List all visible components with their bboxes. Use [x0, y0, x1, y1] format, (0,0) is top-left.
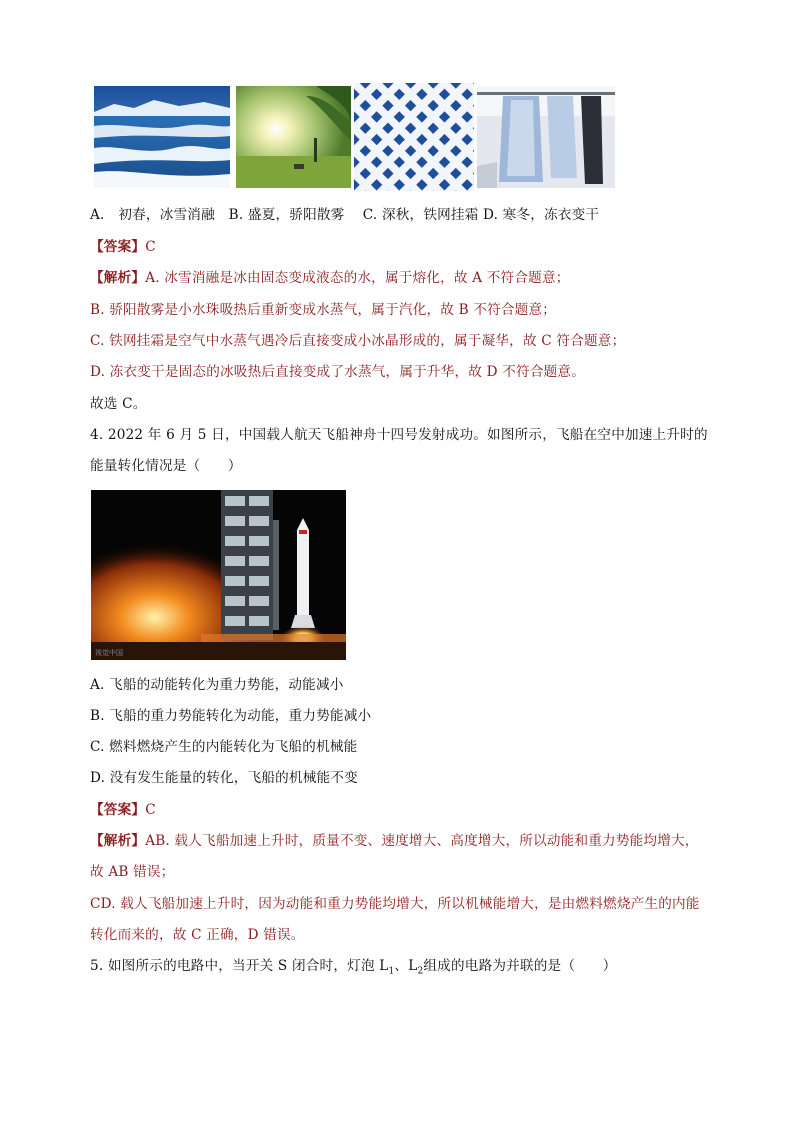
- q4-analysis-line-4: 转化而来的，故 C 正确，D 错误。: [90, 927, 305, 943]
- q3-analysis-line-2: B. 骄阳散雾是小水珠吸热后重新变成水蒸气，属于汽化，故 B 不符合题意；: [90, 302, 557, 318]
- q4-stem-line-1: 4. 2022 年 6 月 5 日，中国载人航天飞船神舟十四号发射成功。如图所示，飞船在空中加速上升时的: [90, 427, 708, 443]
- q4-analysis-line-3: CD. 载人飞船加速上升时，因为动能和重力势能均增大，所以机械能增大，是由燃料燃烧产生的内能: [90, 896, 700, 912]
- q3-analysis-line-4: D. 冻衣变干是固态的冰吸热后直接变成了水蒸气，属于升华，故 D 不符合题意。: [90, 364, 585, 380]
- photo-frost-wire-mesh: [354, 83, 474, 191]
- answer-tag: 【答案】: [90, 239, 146, 255]
- answer-value: C: [145, 802, 156, 818]
- answer-value: C: [145, 239, 156, 255]
- analysis-tag: 【解析】: [90, 270, 146, 286]
- q5-stem-prefix: 5. 如图所示的电路中，当开关 S 闭合时，灯泡 L: [90, 958, 389, 974]
- photo-rocket-launch: [91, 490, 346, 660]
- q4-answer: [90, 800, 156, 820]
- q3-analysis-line-1: [90, 268, 570, 288]
- answer-tag: 【答案】: [90, 802, 146, 818]
- analysis-tag: 【解析】: [90, 833, 146, 849]
- q3-answer: [90, 237, 156, 257]
- q4-analysis-line-2: 故 AB 错误；: [90, 864, 175, 880]
- analysis-text: A. 冰雪消融是冰由固态变成液态的水，属于熔化，故 A 不符合题意；: [145, 270, 570, 286]
- q4-option-d: D. 没有发生能量的转化，飞船的机械能不变: [90, 770, 358, 786]
- photo-watermark: 视觉中国: [95, 649, 123, 657]
- analysis-text: AB. 载人飞船加速上升时，质量不变、速度增大、高度增大，所以动能和重力势能均增大，: [145, 833, 699, 849]
- q4-option-c: C. 燃料燃烧产生的内能转化为飞船的机械能: [90, 739, 358, 755]
- q3-conclusion: 故选 C。: [90, 396, 147, 412]
- subscript-1: 1: [388, 966, 395, 977]
- q4-option-b: B. 飞船的重力势能转化为动能，重力势能减小: [90, 708, 372, 724]
- q3-options-line: A. 初春，冰雪消融 B. 盛夏，骄阳散雾 C. 深秋，铁网挂霜 D. 寒冬，冻衣变干: [90, 207, 600, 223]
- photo-melting-ice: [94, 86, 230, 188]
- q5-stem-suffix: 组成的电路为并联的是（ ）: [423, 958, 617, 974]
- photo-frozen-clothes: [477, 86, 615, 188]
- q4-analysis-line-1: [90, 831, 699, 851]
- subscript-2: 2: [417, 966, 424, 977]
- q4-stem-line-2: 能量转化情况是（ ）: [90, 458, 242, 474]
- q3-analysis-line-3: C. 铁网挂霜是空气中水蒸气遇冷后直接变成小冰晶形成的，属于凝华，故 C 符合题意；: [90, 333, 626, 349]
- q5-stem-mid: 、L: [394, 958, 418, 974]
- photo-fog-sunrise: [236, 86, 351, 188]
- q4-option-a: A. 飞船的动能转化为重力势能，动能减小: [90, 677, 344, 693]
- q5-stem: [90, 956, 617, 982]
